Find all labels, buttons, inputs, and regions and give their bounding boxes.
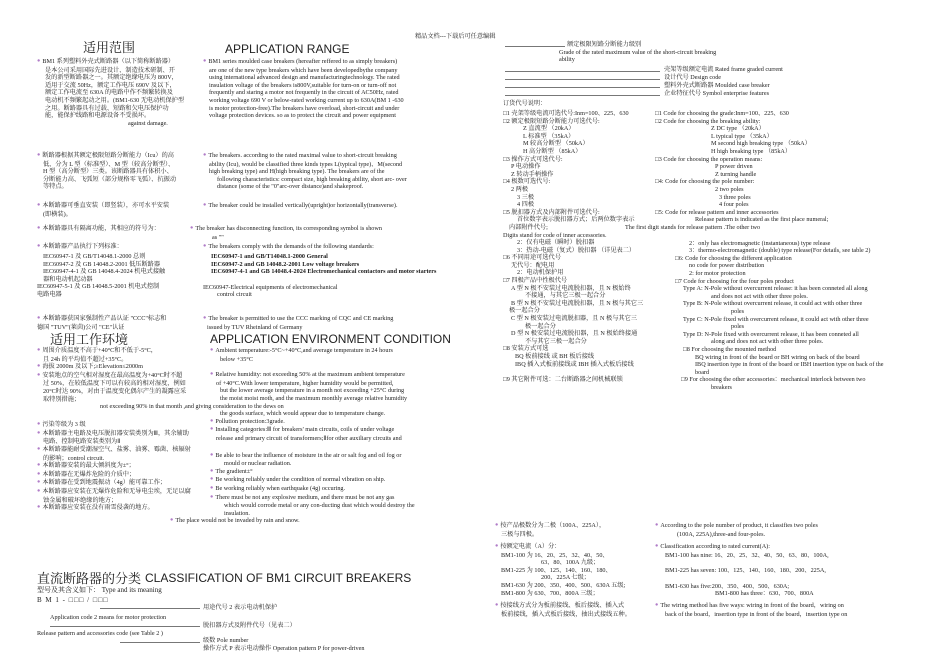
env-en-list: ● Ambient temperature:-5°C~+40°C,and average temperature in 24 hours below +35°C ● Relative humidity: not exceeding 50% at the maximum ambient temperature of +40°C.With lower temperature, higher humidity would be permitted, but the lower average temperature in a month not exceeding +25°C during the moist moist moth, and the maximum monthly average relative humidity not exceeding 90% in that month ,and giving consideration to the dews on the goods surface, which would appear due to temperature change. ● Pollution protection:3grade. ● Installing categories:Ⅲ for breakers' main circuits, coils of under voltage release and primary circuit of transformers;Ⅱfor other auxiliary circuits and ● Be able to bear the influence of moisture in the air or salt fog and oil fog or mould or nuclear radiation. ● The gradient±° ● Be working reliably under the condition of normal vibration on ship. ● Be working reliably when earthquake (4g) occuring. ● There must be not any explosive medium, and there must be not any gas which would corrode metal or any con-ducting dust which would destroy the insulation. ● The place would not be invaded by rain and snow. xyxy=(210,347,415,526)
model-rule-1 xyxy=(100,608,200,609)
en-section-title: APPLICATION RANGE xyxy=(225,42,350,56)
en-env-title: APPLICATION ENVIRONMENT CONDITION xyxy=(210,332,451,346)
top-note-frame: 壳架等级额定电流 Rated frame graded current xyxy=(664,66,783,73)
en-classification-title: CLASSIFICATION OF BM1 CIRCUIT BREAKERS xyxy=(145,571,412,585)
cn-section-title: 适用范围 xyxy=(83,40,136,55)
top-note-moulded: 塑料外壳式断路器 Moulded case breaker xyxy=(664,82,770,89)
model-label: 型号及其含义如下： Type and its meaning xyxy=(37,586,162,594)
model-note-3: 脱扣器方式及附件代号（见表二） xyxy=(203,622,296,629)
env-cn-list: ● 周围介质温度不高于+40°C和不低于-5°C， 且 24h 的平均值不超过+35°C。 ● 海拔 2000m 及以下;≥Elevation≤2000m ● 安装地点的空气相对湿度在最高温度为+40°C时不超 过 50%，在较低温度下可以有较高的相对湿度，例如 20°C时达 90%，对由于温度变化偶尔产生的凝露应采 取特别措施； ● 污染等级为 3 级 ● 本断路器主电路及电压脱扣器安装类别为Ⅲ，其余辅助 电路、控制电路安装类别为Ⅱ ● 本断路器能耐受潮湿空气、盐雾、油雾、霉菌、核辐射 的影响；control circuit. ● 本断路器安装的最大倾斜度为±°； ● 本断路器在无爆炸危险的介质中； ● 本断路器在受到地震振动（4g）能可靠工作； ● 本断路器应安装在无爆炸危险和无导电尘埃，无足以腐 蚀金属和破坏绝缘的地方； ● 本断路器应安装在没有雨雪侵袭的地方。 xyxy=(37,347,191,513)
cn-classification-title: 直流断路器的分类 xyxy=(37,571,142,586)
model-note-4: Release pattern and accessories code (see Table 2 ) xyxy=(37,630,163,637)
top-rule-3 xyxy=(505,79,660,80)
cn-env-title: 适用工作环境 xyxy=(50,332,129,347)
model-note-2: Application code 2 means for motor protection xyxy=(50,614,167,621)
top-rule-4 xyxy=(505,87,660,88)
top-rule-1 xyxy=(505,46,565,47)
model-note-1: 用途代号 2 表示电动机保护 xyxy=(203,604,278,611)
cn-paragraph-certification: ● 本断路器获国家强制性产品认证 "CCC"标志和 德国 "TUV"(莱茵)公司 "CE"认证 xyxy=(37,315,167,331)
top-rule-2 xyxy=(505,71,660,72)
poles-en: ● According to the pole number of product, it classifies two poles (100A, 225A),three-and four-poles. xyxy=(655,522,818,538)
cn-paragraph-intro: ● BM1 系列塑料外壳式断路器（以下简称断路器） 是本公司采用国际先进设计、制造技术研制、开 发的新型断路器之一。其额定绝缘电压为 800V， 适用于交流 50Hz，额定工作电压 690V 及以下， 额定工作电流至 630A 的电路中作不频繁转换及 电动机不频繁起动之用。(BM1-630 无电动机保护型 之用。断路器具有过载、短路和欠电压保护功 能，能保护线路和电源设备不受损坏。 xyxy=(37,58,184,120)
current-cn: ● 按额定电流（A）分： BM1-100 为 16、20、25、32、40、50、 63、80、100A 九级； BM1-225 为 100、125、140、160、180、 200、225A 七级； BM1-630 为 200、350、400、500、630A 五级; BM1-800 为 630、700、800A 三级； xyxy=(495,543,625,597)
order-cn-list: □1 壳架等级电流可选代号:Inm=100、225、630 □2 额定极限短路分断能力可选代号: Z 直流型 （20kA） L 标准型 （35kA） M 较高分断型 （50kA） H 高分断型 （85kA） □3 操作方式可选代号: P 电动操作 Z 转动手柄操作 □4 极数可选代号: 2 两极 3 三极 4 四极 □5 脱扣器方式及内部附件可选代号: 首位数字表示脱扣器方式；后两位数字表示 内部附件代号; Digits stand for code of inner accessories. 2：仅有电磁（瞬时）脱扣器 3：热动-电磁（复式）脱扣器 （详见表二） □6 不同用途可选代号 无代号：配电用 2：电动机保护用 □7 四极产品中性极代号 A 型 N 极不安装过电流脱扣器，且 N 极始终 不接通，与其它三极一起合分 B 型 N 极不安装过电流脱扣器，且 N 极与其它三 极一起合分 C 型 N 极安装过电流脱扣器，且 N 极与其它三 极一起合分 D 型 N 极安装过电流脱扣器，且 N 极始终接通 不与其它三极一起合分 □8 安装方式可选 BQ 板前接线 或 BH 板后接线 IBQ 插入式板前接线或 IBH 插入式板后接线 □9 其它附件可选：二台断路器之间机械联锁 xyxy=(503,110,644,384)
en-paragraph-intro: ● BM1 series moulded case breakers (hereafter reffered to as simply breakers) are one of the new type breakers which have been developedbythe company using international advanced design and manufacturingtechnology. The rated insulation voltage of the breakers is800V,suitable for turn-on or turn-off not frequently and staring a motor not frequently in the circuit of AC50Hz, rated working voltage 690 V or below-rated working current up to 630A(BM 1 -630 is motor protection-free).The breakers have overload, short-circuit and under voltage protection devices. so as to protect the circuit and power equipment against damage. xyxy=(203,58,404,127)
en-paragraph-standards: ● The breakers comply with the demands of the following standards: xyxy=(203,243,374,252)
cn-paragraph-mounting: ● 本断路器可垂直安装（即竖装），亦可水平安装 (即横装)。 xyxy=(37,202,169,218)
model-note-6: 操作方式 P 表示电动操作 Operation pattern P for power-driven xyxy=(203,645,365,652)
standards-cn-list: IEC60947-1 及 GB/T14048.1-2000 总则 IEC60947-2 及 GB 14048.2-2001 低压断路器 IEC60947-4-1 及 GB 14048.4-2024 机电式接触 器和电动机起动器 IEC60947-5-1 及 GB 14048.5-2001 机电式控制 电路电器 xyxy=(37,253,166,298)
wiring-en: ● The wiring method has five ways: wiring in front of the board，wiring on back of the board，insertion type in front of the board，insertion type on xyxy=(655,602,847,618)
en-paragraph-mounting: ● The breaker could be installed vertically(upright)or horizontally(transverse). xyxy=(203,202,398,211)
model-note-5: 级数 Pole number xyxy=(203,637,249,644)
top-note-grade: 额定极限短路分断能力级别 Grade of the rated maximum value of the short-circuit breaking ability xyxy=(559,41,717,64)
page-watermark: 精品文档---下载后可任意编辑 xyxy=(415,33,496,40)
order-en-list: □1 Code for choosing the grade:Inm=100、225、630 □2 Code for choosing the breaking ability: Z DC type （20kA） L typical type （35kA） M second high breaking type （50kA） H high breaking type （85kA） □3 Code for choosing the operation means: P power driven Z turning handle □4: Code for choosing the pole number: 2 two poles 3 three poles 4 four poles □5: Code for release pattern and inner accessories Release pattern is indicated as the first place numeral; The first digit stands for release pattern .The other two 2：only has electromagnetic (instantaneous) type release 3：thermo-electromagnetic (double) type release(For details, see table 2) □6: Code for choosing the different application no code for power distribution 2: for motor protection □7 Code for choosing for the four poles product Type A: N-Pole without overcurrent release: it has been conneted all along and does not act with other three poles. Type B: N-Pole without overcurrent release, it could act with other three poles Type C: N-Pole fixed with overcurrent release, it could act with other three poles Type D: N-Pole fixed with overcurrent release, it has been conneted all along and does not act with other three poles. □8 For choosing the mounted method BQ wiring in front of the board or BH wiring on back of the board IBQ insertion type in front of the board or IBH insertion type on back of the board □9 For choosing the other accessories：mechanical interlock between two breakers xyxy=(625,110,884,391)
current-en: ● Classification according to rated current(A): BM1-100 has nine: 16、20、25、32、40、50、63、80、100A, BM1-225 has seven: 100、125、140、160、180、200、225A, BM1-630 has five:200、350、400、500、630A; BM1-800 has three：630、700、800A xyxy=(655,543,829,598)
top-note-design: 设计代号 Design code xyxy=(664,74,722,81)
en-paragraph-isolation: ● The breaker has disconnecting function, its corresponding symbol is shown as "" xyxy=(190,225,382,241)
poles-cn: ● 按产品极数分为二极（100A、225A）， 三极与四极。 xyxy=(495,522,605,538)
model-rule-3 xyxy=(120,642,200,643)
model-rule-2 xyxy=(50,626,200,627)
wiring-cn: ● 按接线方式分为板前接线、板后接线、插入式 板前接线，插入式板后接线，抽出式接线五种。 xyxy=(495,602,631,618)
top-note-enterprise: 企业特征代号 Symbol enterprise features xyxy=(664,90,769,97)
cn-paragraph-isolation: ● 本断路器具有隔离功能，其相应的符号为： xyxy=(37,225,160,234)
standards-en-list: IEC60947-1 and GB/T14048.1-2000 General IEC60947-2 and GB 14048.2-2001 Low voltage breakers IEC60947-4-1 and GB 14048.4-2024 Electromechanical contactors and motor starters IEC60947-Electrical equipments of electromechanical control circuit xyxy=(203,253,437,299)
top-rule-5 xyxy=(505,95,660,96)
en-paragraph-certification: ● The breaker is permitted to use the CCC marking of CQC and CE marking issued by TUV Rheinland of Germany xyxy=(203,315,393,331)
cn-paragraph-standards: ● 本断路器产品执行下列标准： xyxy=(37,243,123,252)
en-paragraph-breaking: ● The breakers. according to the rated maximal value to short-circuit breaking ability (Icu), would be classified three kinds types L(typical type)、M(second high breaking type) and H(high breaking type). The breakers are of the following characteristics: compact size, high breaking ability, short arc- over distance (some of the "0"arc-over distance)and shakeproof. xyxy=(203,152,407,191)
cn-paragraph-breaking: ● 断路器根据其额定极限短路分断能力（Icu）的高 低，分为 L 型（标准型）、M 型（较高分断型）、 H 型（高分断型）三类。该断路器具有体积小、 分断能力高、飞弧短（部分规格零飞弧）、抗振动 等特点。 xyxy=(37,152,176,191)
order-title: 订货代号说明： xyxy=(503,100,547,107)
model-code: B M 1 - □□□ / □□□ xyxy=(37,596,109,604)
